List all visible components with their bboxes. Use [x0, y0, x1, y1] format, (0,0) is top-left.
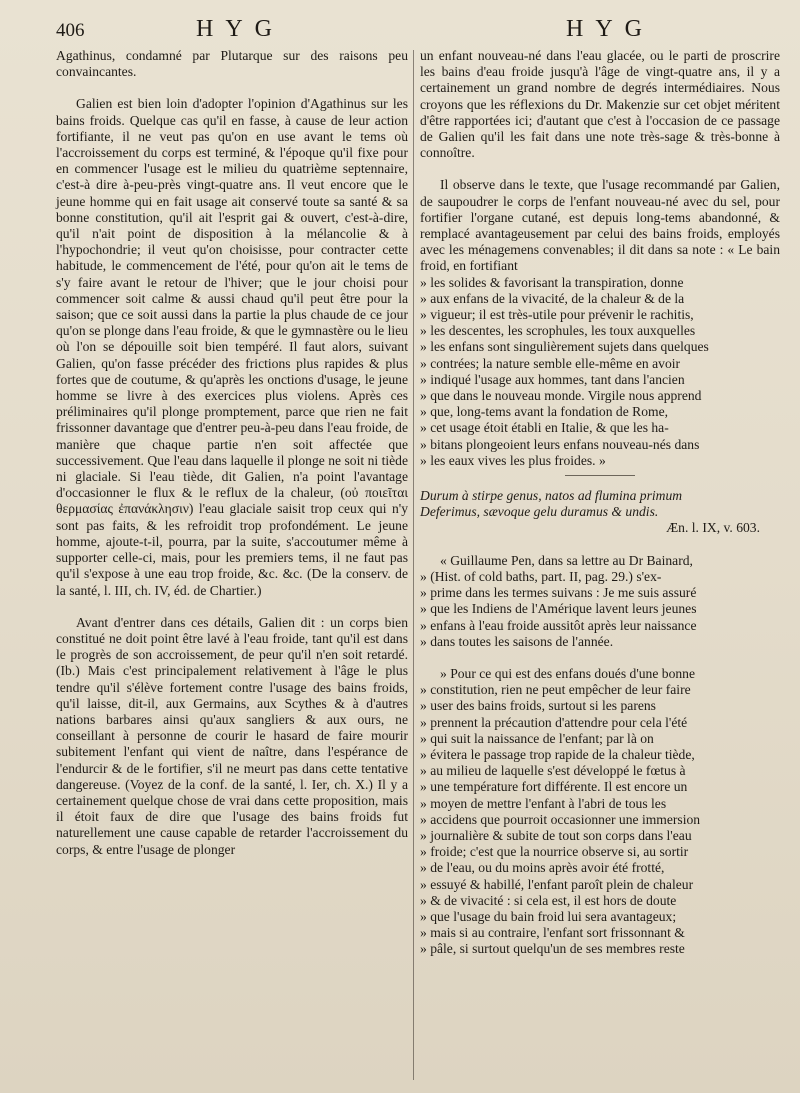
quote-line: » dans toutes les saisons de l'année.	[420, 633, 614, 649]
section-rule	[565, 475, 635, 476]
page-header	[56, 16, 778, 44]
right-quote-block-2	[420, 553, 780, 650]
quote-line: » prime dans les termes suivans : Je me suis assuré	[420, 585, 697, 601]
right-quote-block-3	[420, 666, 780, 958]
running-head-right: HYG	[566, 16, 654, 42]
left-paragraph-2: Galien est bien loin d'adopter l'opinion d'Agathinus sur les bains froids. Quelque cas qu'il en fasse, à cause de leur action fortifiante, il ne veut pas qu'on en use avant le tems où l'accroissement du corps est terminé, & l'époque qu'il fixe pour en commencer l'usage est le milieu du quatrième septennaire, c'est-à dire à-peu-près vingt-quatre ans. Il veut encore que le jeune homme qui en fait usage ait conservé toute sa santé & sa bonne constitution, qu'il ait l'esprit gai & ouvert, c'est-à-dire, qu'il n'ait point de disposition à la mélancolie & à l'hypochondrie; il veut qu'on choisisse, pour contracter cette habitude, le commencement de l'été, pour qu'on ait le tems de s'y faire avant le retour de l'hiver; que le jour choisi pour commencer soit calme & aussi chaud qu'il peut être pour la saison; que ce soit aussi dans la partie la plus chaude de ce jour qu'on se plonge dans l'eau froide, & que le gymnastère ou le lieu où l'on se dépouille soit bien tempéré. Il faut alors, suivant Galien, qu'on fasse précéder des frictions plus rapides & plus fortes que de coutume, & qu'après les onctions d'usage, le jeune homme se livre à des exercices plus violens. Après ces préliminaires qu'il plonge promptement, parce que rien ne fait frissonner davantage que d'entrer peu-à-peu dans l'eau froide, de manière que chaque partie n'en soit affectée que successivement. Que l'eau dans laquelle il plonge ne soit ni tiède ni glaciale. Si l'eau tiède, dit Galien, n'a point l'avantage d'occasionner le flux & le reflux de la chaleur, (οὐ ποιεῖται θερμασίας ἐπανάκλησιν) l'eau glaciale saisit trop ceux qui n'y sont pas faits, & les refroidit trop profondément. Le jeune homme, ajoute-t-il, pourra, par la suite, s'accoutumer même à supporter celle-ci, mais, pour les premiers tems, il ne faut pas qu'il s'expose à une eau trop froide, &c. &c. (De la conserv. de la santé, l. III, ch. IV, éd. de Chartier.)	[56, 96, 408, 598]
quote-line: » les descentes, les scrophules, les toux auxquelles	[420, 323, 696, 339]
verse-line-1: Durum à stirpe genus, natos ad flumina primum	[420, 488, 683, 504]
quote-line: » une température fort différente. Il est encore un	[420, 779, 688, 795]
quote-line: » indiqué l'usage aux hommes, tant dans l'ancien	[420, 371, 685, 387]
quote-line: » que l'usage du bain froid lui sera avantageux;	[420, 908, 677, 924]
left-paragraph-1: Agathinus, condamné par Plutarque sur des raisons peu convaincantes.	[56, 48, 408, 80]
quote-line: » constitution, rien ne peut empêcher de leur faire	[420, 682, 691, 698]
quote-line: » Pour ce qui est des enfans doués d'une bonne	[440, 665, 696, 681]
quote-line: » prennent la précaution d'attendre pour cela l'été	[420, 714, 688, 730]
left-column	[56, 48, 408, 858]
quote-line: » que dans le nouveau monde. Virgile nous apprend	[420, 388, 702, 404]
page-number: 406	[56, 20, 85, 41]
quote-line: » & de vivacité : si cela est, il est hors de doute	[420, 892, 677, 908]
quote-line: » mais si au contraire, l'enfant sort frissonnant &	[420, 925, 685, 941]
right-column	[420, 48, 780, 958]
quote-line: » vigueur; il est très-utile pour prévenir le rachitis,	[420, 307, 694, 323]
quote-line: » au milieu de laquelle s'est développé le fœtus à	[420, 763, 686, 779]
quote-line: » pâle, si surtout quelqu'un de ses membres reste	[420, 941, 685, 957]
quote-line: » (Hist. of cold baths, part. II, pag. 29.) s'ex-	[420, 568, 662, 584]
quote-line: » user des bains froids, surtout si les parens	[420, 698, 656, 714]
quote-line: » les eaux vives les plus froides. »	[420, 452, 606, 468]
quote-line: » contrées; la nature semble elle-même en avoir	[420, 355, 681, 371]
quote-line: » qui suit la naissance de l'enfant; par là on	[420, 730, 654, 746]
quote-line: » moyen de mettre l'enfant à l'abri de tous les	[420, 795, 667, 811]
quote-line: » bitans plongeoient leurs enfans nouveau-nés dans	[420, 436, 700, 452]
column-divider	[413, 50, 414, 1080]
left-paragraph-3: Avant d'entrer dans ces détails, Galien dit : un corps bien constitué ne doit point être lavé à l'eau froide, tant qu'il est dans le progrès de son accroissement, de peur qu'il n'en soit retardé. (Ib.) Mais c'est principalement relativement à l'âge le plus tendre qu'il s'élève fortement contre l'usage des bains froids, qu'il laisse, dit-il, aux Germains, aux Scythes & à d'autres nations barbares ainsi qu'aux sangliers & aux ours, ne conseillant à personne de courir le hasard de faire mourir subitement l'enfant qui vient de naître, dans l'espérance de l'endurcir & de le fortifier, s'il ne meurt pas dans cette tentative dangereuse. (Voyez de la conf. de la santé, l. Ier, ch. X.) Il y a certainement quelque chose de vrai dans cette proposition, mais il étoit faux de dire que l'usage des bains froids fut naturellement une cause capable de retarder l'accroissement du corps, & entre l'usage de plonger	[56, 614, 408, 857]
quote-line: » les enfans sont singulièrement sujets dans quelques	[420, 339, 709, 355]
quote-line: « Guillaume Pen, dans sa lettre au Dr Bainard,	[440, 552, 693, 568]
quote-line: » aux enfans de la vivacité, de la chaleur & de la	[420, 290, 685, 306]
right-paragraph-2-intro: Il observe dans le texte, que l'usage recommandé par Galien, de saupoudrer le corps de l'enfant nouveau-né avec du sel, pour fortifier l'organe cutané, est depuis long-tems abandonné, & remplacé avantageusement par celui des bains froids, employés avec les ménagemens convenables; il dit dans sa note : « Le bain froid, en fortifiant	[420, 177, 780, 274]
quote-line: » enfans à l'eau froide aussitôt après leur naissance	[420, 617, 697, 633]
quote-line: » les solides & favorisant la transpiration, donne	[420, 274, 684, 290]
quote-line: » évitera le passage trop rapide de la chaleur tiède,	[420, 746, 695, 762]
right-paragraph-1: un enfant nouveau-né dans l'eau glacée, ou le parti de proscrire les bains d'eau froide jusqu'à l'âge de vingt-quatre ans, il y a certainement un grand nombre de degrés intermédiaires. Nous croyons que les réflexions du Dr. Makenzie sur cet objet méritent d'être rapportées ici; d'autant que c'est à l'occasion de ce passage de Galien qu'il les fait dans une note très-sage & très-bonne à connoître.	[420, 48, 780, 161]
quote-line: » journalière & subite de tout son corps dans l'eau	[420, 827, 692, 843]
right-quote-block-1	[420, 275, 780, 469]
quote-line: » de l'eau, ou du moins après avoir été frotté,	[420, 860, 665, 876]
quote-line: » que, long-tems avant la fondation de Rome,	[420, 404, 669, 420]
verse-line-2: Deferimus, sævoque gelu duramus & undis.	[420, 504, 659, 520]
quote-line: » cet usage étoit établi en Italie, & que les ha-	[420, 420, 669, 436]
quote-line: » essuyé & habillé, l'enfant paroît plein de chaleur	[420, 876, 694, 892]
quote-line: » froide; c'est que la nourrice observe si, au sortir	[420, 844, 689, 860]
quote-line: » que les Indiens de l'Amérique lavent leurs jeunes	[420, 601, 697, 617]
verse-source: Æn. l. IX, v. 603.	[666, 520, 760, 536]
quote-line: » accidens que pourroit occasionner une immersion	[420, 811, 701, 827]
running-head-left: HYG	[196, 16, 284, 42]
